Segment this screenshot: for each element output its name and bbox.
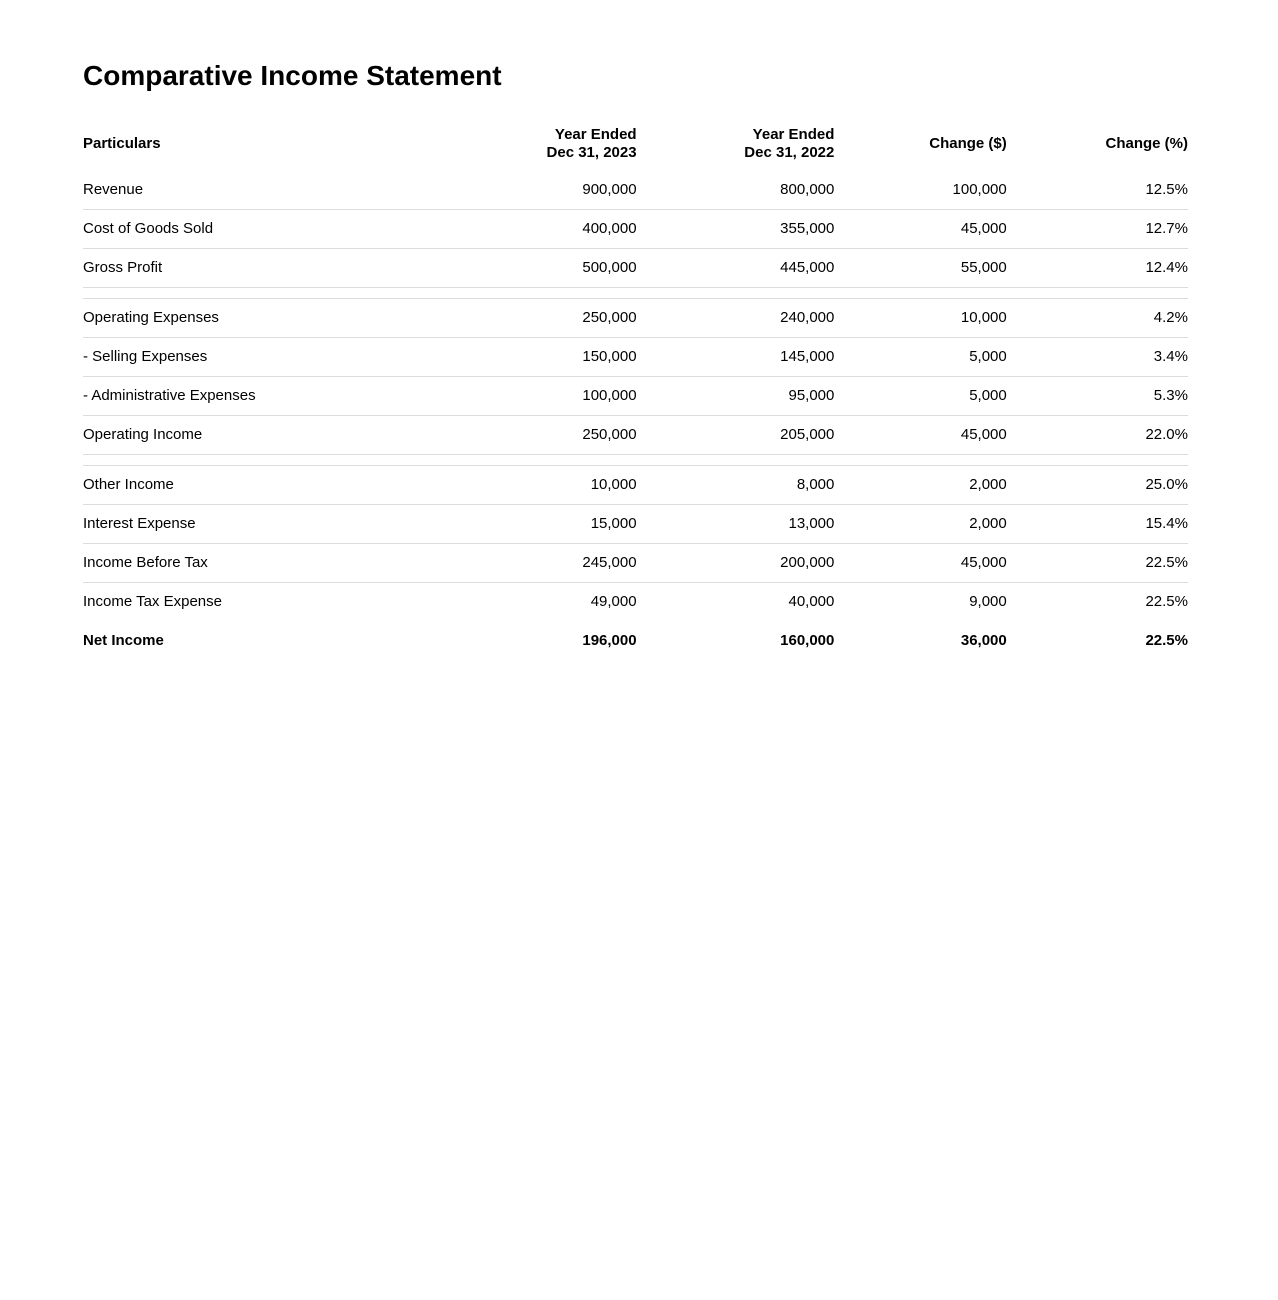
cell-y2023: 250,000 xyxy=(582,426,637,443)
cell-y2023: 49,000 xyxy=(590,593,637,611)
cell-y2022: 95,000 xyxy=(788,387,835,404)
cell-change_usd: 2,000 xyxy=(969,476,1007,493)
section-spacer-cell xyxy=(83,454,1188,465)
cell-change_usd: 2,000 xyxy=(969,515,1007,532)
table-row-selling-expenses xyxy=(83,337,1188,376)
table-row-net-income xyxy=(83,621,1188,660)
table-row-other-income xyxy=(83,465,1188,504)
cell-change_pct: 22.5% xyxy=(1145,554,1188,571)
column-header-change_usd xyxy=(834,126,1006,170)
page-title: Comparative Income Statement xyxy=(83,60,502,91)
section-spacer-cell xyxy=(83,287,1188,298)
table-row-cost-of-goods-sold xyxy=(83,209,1188,248)
cell-particulars: Gross Profit xyxy=(83,259,163,276)
cell-y2022: 13,000 xyxy=(788,515,835,532)
cell-particulars: Net Income xyxy=(83,632,164,649)
cell-particulars: Operating Expenses xyxy=(83,309,219,326)
cell-particulars: Interest Expense xyxy=(83,515,196,532)
cell-y2023: 150,000 xyxy=(582,348,637,365)
cell-change_pct: 15.4% xyxy=(1145,515,1188,532)
cell-change_pct: 22.5% xyxy=(1145,593,1188,611)
table-row-income-tax-expense xyxy=(83,582,1188,621)
table-row-gross-profit xyxy=(83,248,1188,287)
section-spacer-row xyxy=(83,454,1188,465)
cell-particulars: Income Before Tax xyxy=(83,554,208,571)
column-header-particulars xyxy=(83,126,463,170)
cell-change_pct: 12.4% xyxy=(1145,259,1188,276)
column-header-y2023 xyxy=(463,126,636,170)
cell-y2022: 8,000 xyxy=(796,476,835,493)
cell-y2023: 100,000 xyxy=(582,387,637,404)
cell-y2023: 900,000 xyxy=(582,180,637,198)
cell-change_usd: 45,000 xyxy=(960,220,1007,237)
cell-change_pct: 4.2% xyxy=(1153,309,1188,326)
table-row-operating-expenses xyxy=(83,298,1188,337)
cell-change_pct: 12.7% xyxy=(1145,220,1188,237)
cell-particulars: Cost of Goods Sold xyxy=(83,220,214,237)
cell-particulars: Other Income xyxy=(83,476,174,493)
cell-change_pct: 12.5% xyxy=(1145,180,1188,198)
cell-particulars: - Administrative Expenses xyxy=(83,387,256,404)
table-row-income-before-tax xyxy=(83,543,1188,582)
column-header-line: Dec 31, 2022 xyxy=(744,144,835,161)
cell-change_pct: 5.3% xyxy=(1153,387,1188,404)
column-header-line: Year Ended xyxy=(554,126,637,143)
column-header-y2022 xyxy=(637,126,835,170)
column-header-line: Change (%) xyxy=(1105,135,1188,152)
cell-y2023: 15,000 xyxy=(590,515,637,532)
cell-y2022: 445,000 xyxy=(780,259,835,276)
table-row-operating-income xyxy=(83,415,1188,454)
table-row-administrative-expenses xyxy=(83,376,1188,415)
column-header-line: Dec 31, 2023 xyxy=(546,144,637,161)
cell-particulars: Operating Income xyxy=(83,426,203,443)
column-header-line: Particulars xyxy=(83,135,161,152)
section-spacer-row xyxy=(83,287,1188,298)
cell-change_usd: 9,000 xyxy=(969,593,1007,611)
cell-change_usd: 45,000 xyxy=(960,554,1007,571)
cell-change_usd: 36,000 xyxy=(960,632,1007,649)
column-header-line: Change ($) xyxy=(929,135,1007,152)
cell-y2022: 200,000 xyxy=(780,554,835,571)
cell-change_usd: 45,000 xyxy=(960,426,1007,443)
table-row-interest-expense xyxy=(83,504,1188,543)
cell-change_usd: 55,000 xyxy=(960,259,1007,276)
column-header-line: Year Ended xyxy=(752,126,835,143)
cell-particulars: Income Tax Expense xyxy=(83,593,222,611)
cell-y2022: 355,000 xyxy=(780,220,835,237)
cell-y2022: 240,000 xyxy=(780,309,835,326)
cell-change_pct: 25.0% xyxy=(1145,476,1188,493)
cell-y2022: 145,000 xyxy=(780,348,835,365)
cell-change_usd: 100,000 xyxy=(952,180,1007,198)
income-statement-table xyxy=(83,126,1188,660)
cell-change_usd: 5,000 xyxy=(969,387,1007,404)
cell-y2022: 800,000 xyxy=(780,180,835,198)
cell-y2022: 160,000 xyxy=(780,632,835,649)
table-row-revenue xyxy=(83,170,1188,209)
cell-y2023: 10,000 xyxy=(590,476,637,493)
cell-y2023: 245,000 xyxy=(582,554,637,571)
cell-change_pct: 3.4% xyxy=(1153,348,1188,365)
column-header-change_pct xyxy=(1007,126,1188,170)
cell-y2022: 205,000 xyxy=(780,426,835,443)
cell-y2023: 500,000 xyxy=(582,259,637,276)
cell-y2023: 400,000 xyxy=(582,220,637,237)
cell-particulars: Revenue xyxy=(83,180,144,198)
cell-change_usd: 5,000 xyxy=(969,348,1007,365)
cell-change_pct: 22.5% xyxy=(1145,632,1188,649)
cell-y2023: 250,000 xyxy=(582,309,637,326)
cell-change_usd: 10,000 xyxy=(960,309,1007,326)
cell-y2022: 40,000 xyxy=(788,593,835,611)
cell-particulars: - Selling Expenses xyxy=(83,348,208,365)
cell-change_pct: 22.0% xyxy=(1145,426,1188,443)
table-body xyxy=(83,170,1188,660)
table-header-row xyxy=(83,126,1188,170)
table-header xyxy=(83,126,1188,170)
cell-y2023: 196,000 xyxy=(582,632,637,649)
